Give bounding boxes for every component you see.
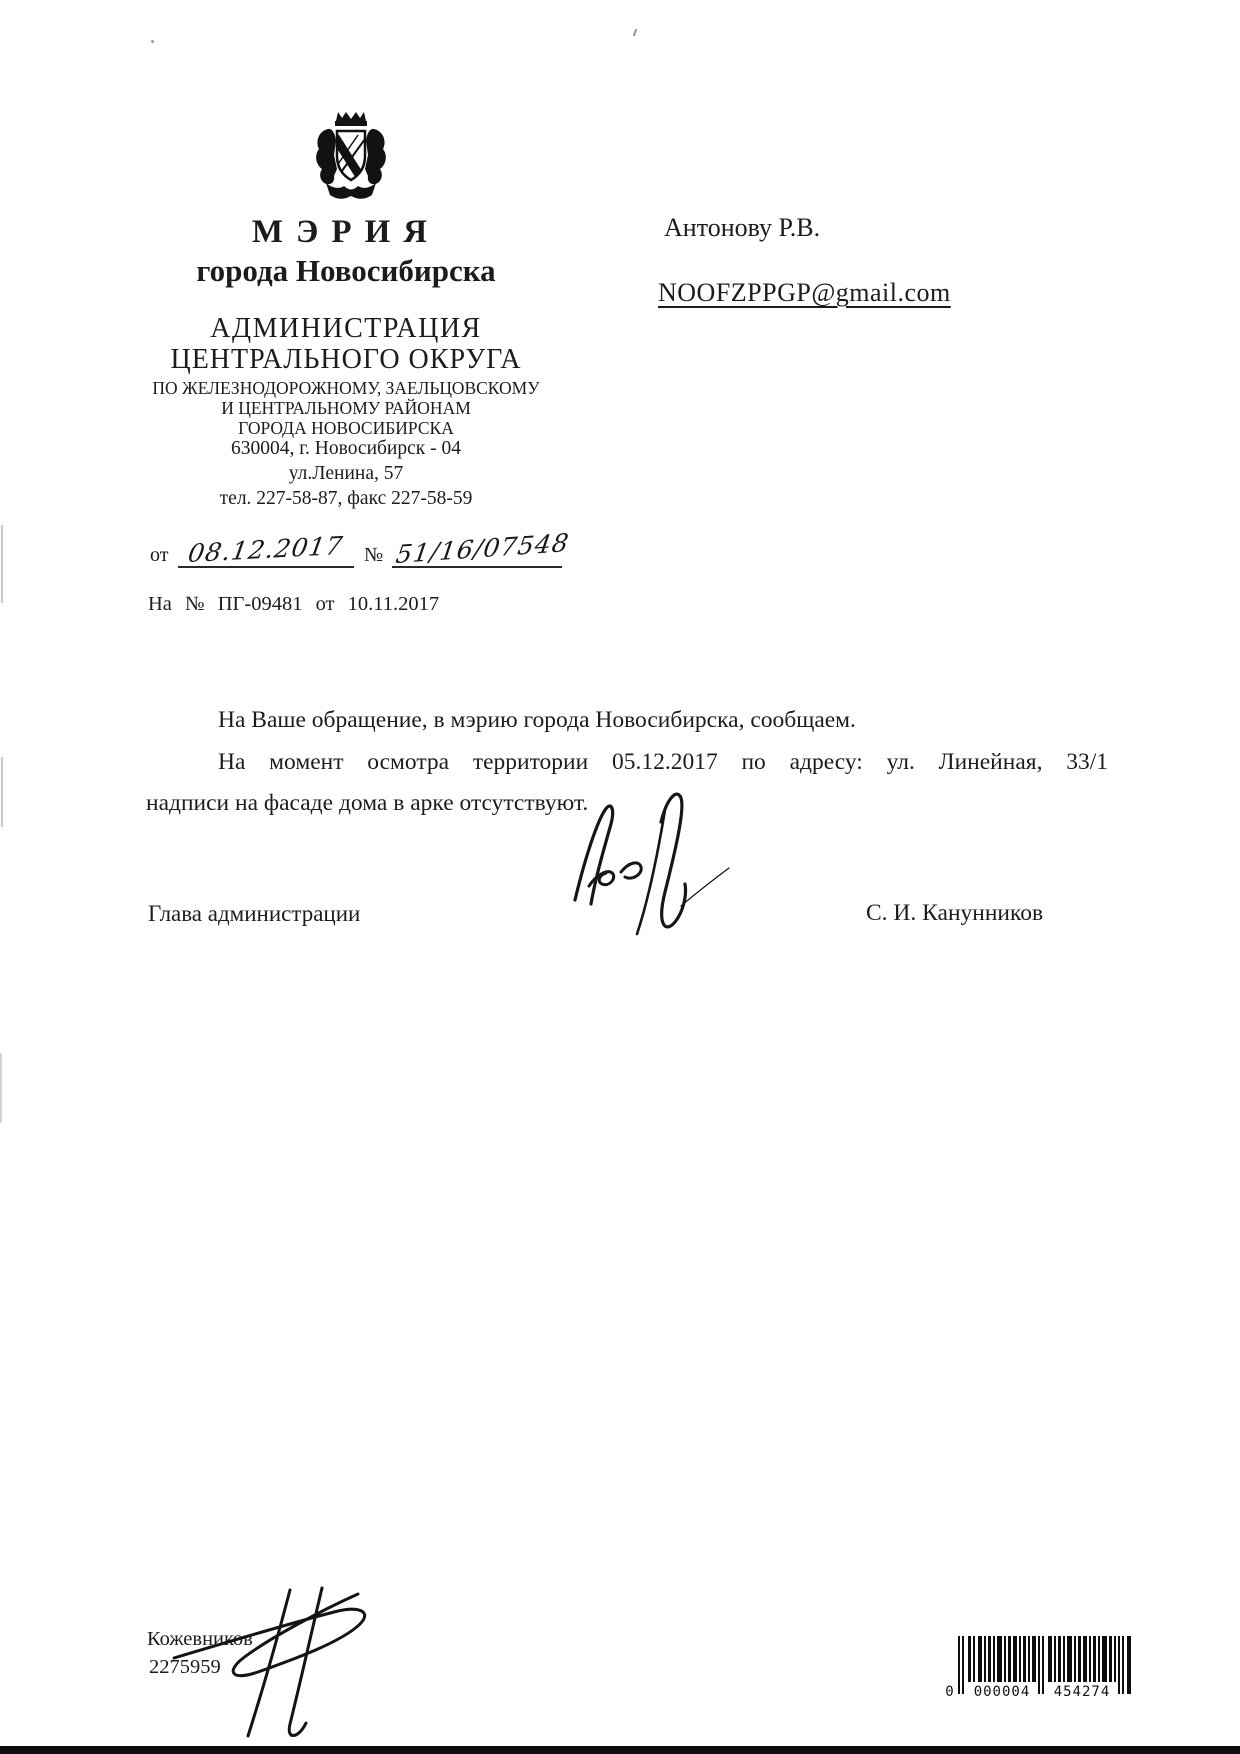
signer-name: С. И. Канунников	[866, 900, 1044, 926]
scan-artifact	[1, 757, 3, 827]
scan-speck	[151, 40, 154, 43]
phone-fax: тел. 227-58-87, факс 227-58-59	[219, 488, 473, 509]
scan-speck	[633, 29, 637, 36]
districts-line1: ПО ЖЕЛЕЗНОДОРОЖНОМУ, ЗАЕЛЬЦОВСКОМУ	[152, 378, 540, 398]
outgoing-number-field	[392, 528, 572, 569]
body-line: На Ваше обращение, в мэрию города Новосибирска, сообщаем.	[218, 707, 856, 733]
executor-phone: 2275959	[149, 1656, 221, 1678]
kanunnikov-signature-icon	[565, 782, 735, 940]
outgoing-date-field	[178, 531, 354, 568]
scan-bottom-edge	[0, 1746, 1240, 1754]
recipient-name: Антонову Р.В.	[664, 213, 821, 242]
handwritten-date: 08.12.2017	[186, 531, 346, 568]
kozhevnikov-signature-icon	[170, 1584, 395, 1746]
ean13-barcode	[945, 1636, 1146, 1700]
division-line2: ЦЕНТРАЛЬНОГО ОКРУГА	[170, 344, 522, 375]
handwritten-number: 51/16/07548	[394, 528, 572, 569]
barcode-digits-group1: 000004	[973, 1684, 1031, 1700]
signer-title: Глава администрации	[148, 901, 361, 926]
recipient-email: NOOFZPPGP@gmail.com	[658, 278, 951, 307]
in-reply-to-line: На № ПГ-09481 от 10.11.2017	[148, 593, 440, 615]
agency-name-line1: МЭРИЯ	[251, 214, 441, 250]
postal-address: 630004, г. Новосибирск - 04	[230, 438, 461, 459]
division-line1: АДМИНИСТРАЦИЯ	[210, 313, 482, 344]
novosibirsk-coat-of-arms-icon	[306, 111, 396, 199]
from-label: от	[150, 544, 169, 566]
executor-name: Кожевников	[147, 1628, 253, 1650]
number-label: №	[364, 544, 384, 566]
street-address: ул.Ленина, 57	[288, 463, 404, 484]
body-line: На момент осмотра территории 05.12.2017 по адресу: ул. Линейная, 33/1	[218, 748, 1108, 775]
barcode-digits-group2: 454274	[1053, 1684, 1111, 1700]
districts-line3: ГОРОДА НОВОСИБИРСКА	[238, 418, 454, 438]
districts-line2: И ЦЕНТРАЛЬНОМУ РАЙОНАМ	[221, 398, 471, 418]
scan-artifact	[1, 525, 3, 603]
agency-name-line2: города Новосибирска	[196, 253, 496, 288]
scan-artifact	[0, 1053, 2, 1123]
barcode-digit-left: 0	[945, 1684, 955, 1700]
body-line: надписи на фасаде дома в арке отсутствуют.	[146, 790, 589, 816]
